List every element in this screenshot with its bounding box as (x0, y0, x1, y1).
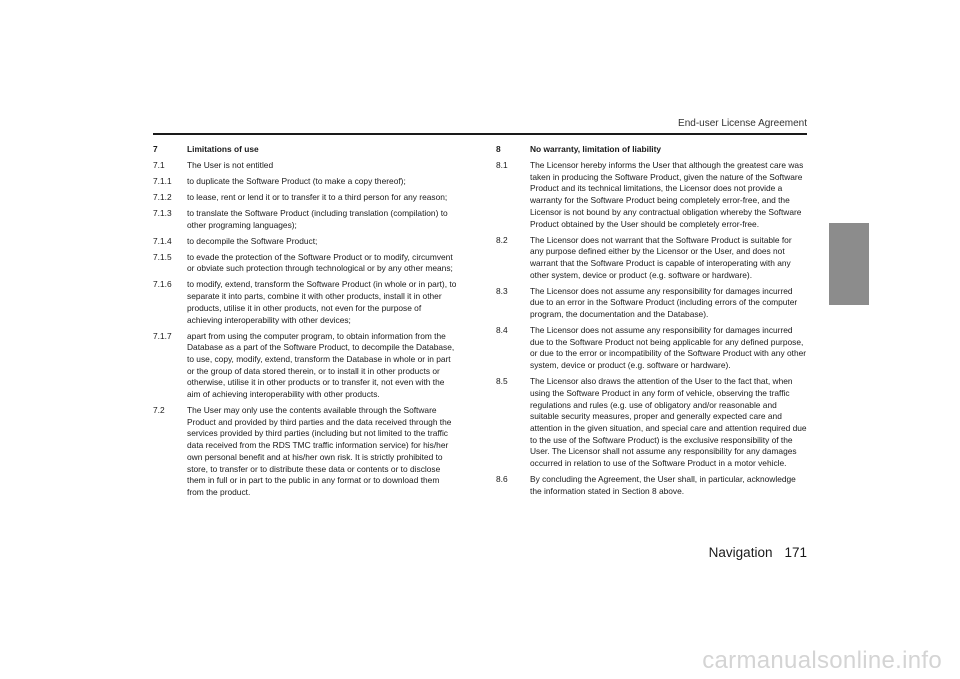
clause-text: The Licensor hereby informs the User that although the greatest care was taken in producing the Software Product, given the nature of the Software Product and its technical limitations, the Licensor does not provide a warranty for the Software Product being completely error-free, and the Licensor is not bound by any contractual obligation whereby the Software Product obtained by the User should be completely error-free. (530, 160, 804, 229)
clause-text: The Licensor does not assume any responsibility for damages incurred due to an error in the Software Product (including errors of the computer program, the documentation and the Database). (530, 285, 798, 320)
clause-text: The User may only use the contents available through the Software Product and provided by third parties and the data received through the services provided by third parties (including but not limited to the traffic data received from the RDS TMC traffic information service) for his/her own personal benefit and at his/her own risk. It is strictly prohibited to store, to transfer or to distribute these data or contents or to disclose them in full or in part to the public in any format or to download them from the product. (187, 405, 452, 497)
section-heading-7 (153, 144, 458, 156)
clause-number: 8 (496, 144, 501, 154)
clause-number: 8.3 (496, 285, 508, 296)
clause-text: to duplicate the Software Product (to make a copy thereof); (187, 176, 406, 186)
clause-text: to translate the Software Product (including translation (compilation) to other programing languages); (187, 208, 448, 230)
footer-section-title: Navigation (708, 545, 773, 560)
clause-text: No warranty, limitation of liability (530, 144, 662, 154)
clause-7-1-7 (153, 331, 458, 401)
clause-number: 8.5 (496, 376, 508, 387)
clause-text: to modify, extend, transform the Software Product (in whole or in part), to separate it into parts, combine it with other products, install it in other products, utilise it in other products, not even for the purpose of achieving interoperability with other devices; (187, 279, 457, 325)
clause-text: to decompile the Software Product; (187, 235, 318, 246)
section-heading-8 (496, 144, 807, 156)
clause-number: 7.1 (153, 160, 165, 170)
clause-text: Limitations of use (187, 144, 259, 154)
header-rule (153, 133, 807, 135)
clause-number: 8.2 (496, 234, 508, 245)
section-side-tab (829, 223, 869, 305)
clause-text: to evade the protection of the Software Product or to modify, circumvent or obviate such protection through technological or by any other means; (187, 251, 453, 274)
page-footer (709, 545, 807, 560)
clause-number: 7.1.6 (153, 279, 172, 290)
clause-number: 7.1.4 (153, 235, 172, 246)
clause-7-1 (153, 160, 458, 172)
clause-7-1-6 (153, 279, 458, 326)
clause-text: The User is not entitled (187, 160, 274, 170)
clause-8-5 (496, 376, 807, 470)
clause-text: The Licensor does not assume any responsibility for damages incurred due to the Software Product not being applicable for any defined purpose, or due to the error or incompatibility of the Software Product with any other system, device or product (e.g. software or hardware). (530, 325, 807, 371)
left-column (153, 144, 458, 503)
right-column (496, 144, 807, 502)
clause-7-1-3 (153, 208, 458, 231)
clause-number: 7 (153, 144, 158, 154)
clause-number: 7.1.2 (153, 192, 172, 202)
clause-text: By concluding the Agreement, the User shall, in particular, acknowledge the information stated in Section 8 above. (530, 474, 796, 496)
clause-number: 7.1.7 (153, 330, 172, 341)
page-number: 171 (784, 545, 807, 560)
clause-7-1-4 (153, 236, 458, 248)
clause-text: The Licensor does not warrant that the Software Product is suitable for any purpose defined either by the Licensor or the User, and does not warrant that the Software Product is capable of interoperating with any other system, device or product (e.g. software or hardware). (530, 234, 792, 280)
clause-8-6 (496, 474, 807, 497)
clause-8-3 (496, 286, 807, 321)
clause-7-1-1 (153, 176, 458, 188)
clause-number: 7.2 (153, 405, 165, 416)
clause-text: The Licensor also draws the attention of the User to the fact that, when using the Software Product in any form of vehicle, observing the traffic regulations and rules (e.g. use of obligatory and/or reasonable and suitable security measures, proper and generally expected care and attention in the given situation, and special care and attention required due to the use of the Software Product) is the exclusive responsibility of the User. The Licensor shall not assume any responsibility for any damages occurred in relation to use of the Software Product in a motor vehicle. (530, 376, 807, 469)
running-head: End-user License Agreement (678, 118, 807, 129)
clause-7-1-2 (153, 192, 458, 204)
clause-7-2 (153, 405, 458, 499)
clause-number: 7.1.5 (153, 251, 172, 262)
clause-number: 8.4 (496, 325, 508, 336)
clause-number: 7.1.1 (153, 176, 172, 186)
clause-7-1-5 (153, 252, 458, 275)
clause-number: 7.1.3 (153, 208, 172, 218)
watermark: carmanualsonline.info (702, 647, 942, 674)
clause-text: apart from using the computer program, to obtain information from the Database as a part of the Software Product, to decompile the Database, to use, copy, modify, extend, transform the Database in whole or in part or the group of data stored therein, or to install it in other products or otherwise, utilise it in other products or to transfer it, not even with the aim of achieving interoperability with other products. (187, 330, 455, 400)
clause-number: 8.6 (496, 474, 508, 485)
clause-8-2 (496, 235, 807, 282)
clause-number: 8.1 (496, 160, 508, 170)
clause-text: to lease, rent or lend it or to transfer it to a third person for any reason; (187, 192, 448, 202)
clause-8-1 (496, 160, 807, 230)
clause-8-4 (496, 325, 807, 372)
